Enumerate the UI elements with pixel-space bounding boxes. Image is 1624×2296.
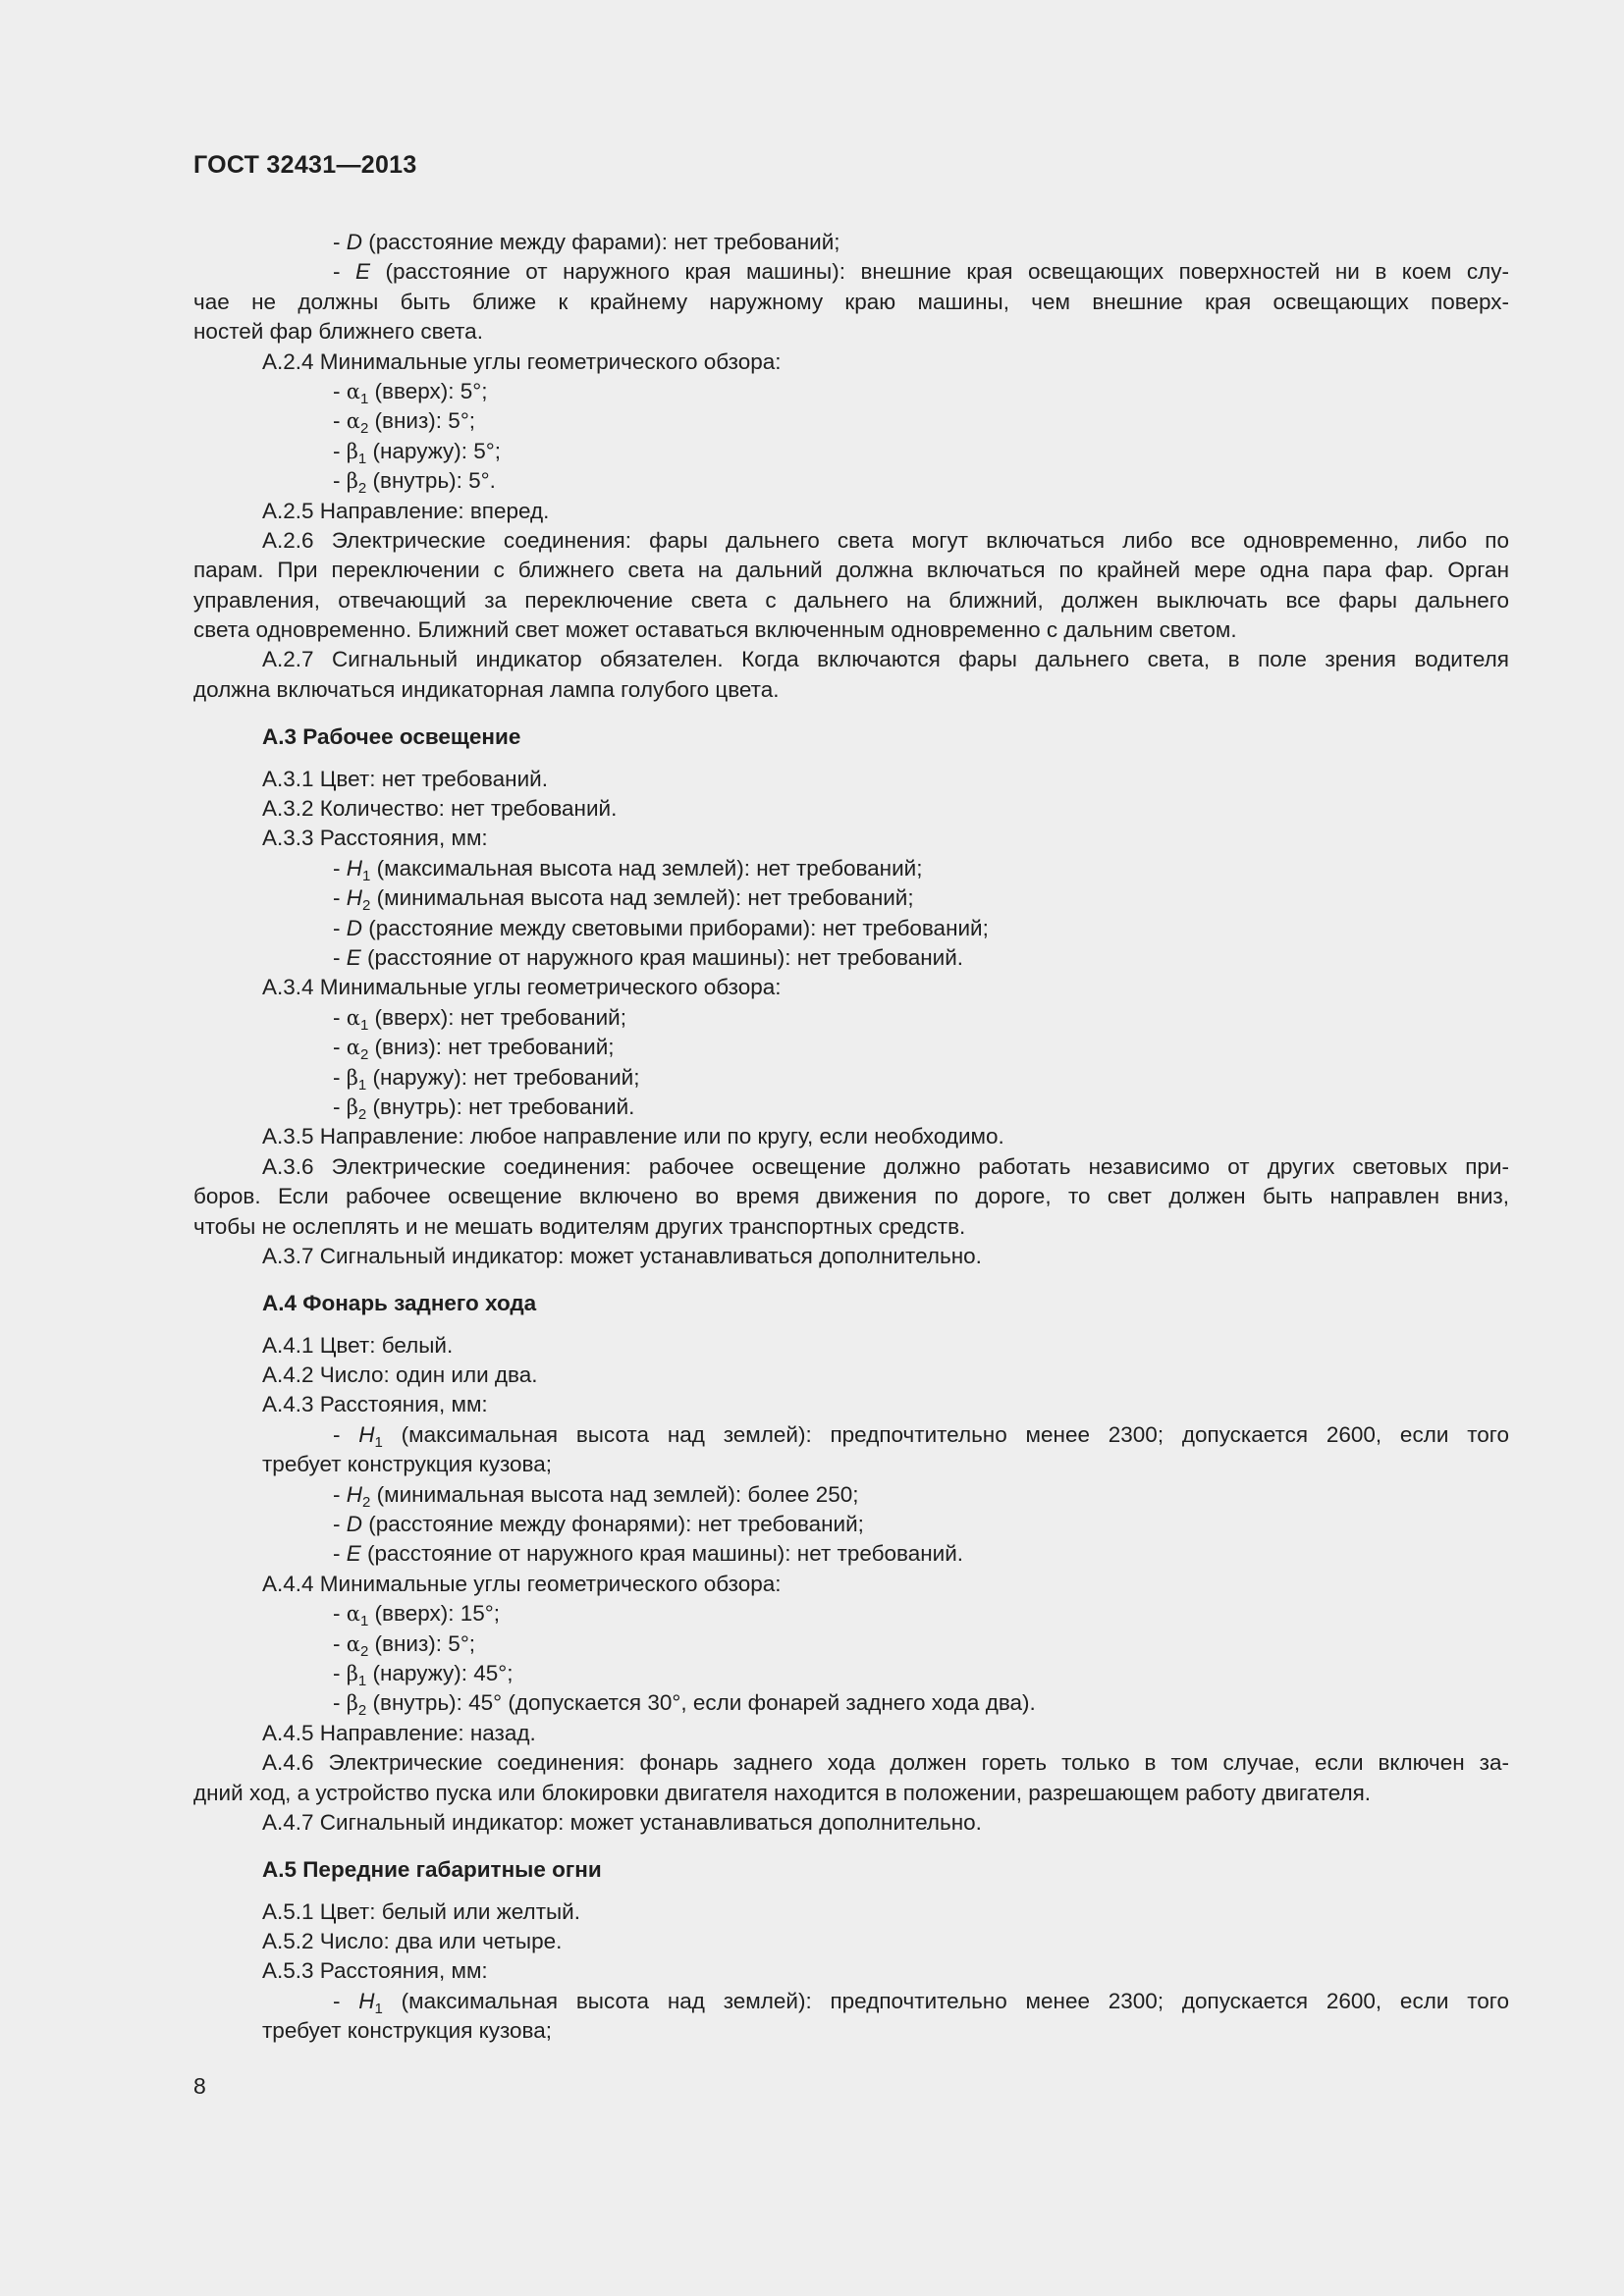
list-item: - $\alpha_1$ (вверх): 5°; xyxy=(333,378,488,407)
clause-line: А.5.1 Цвет: белый или желтый. xyxy=(262,1898,580,1924)
list-item: - $\beta_1$ (наружу): 5°; xyxy=(333,438,502,467)
text-line: управления, отвечающий за переключение света с дальнего на ближний, должен выключать все фары дальнего xyxy=(193,587,1509,613)
list-item: - $H_2$ (минимальная высота над землей): более 250; xyxy=(333,1481,859,1511)
clause-line: А.3.7 Сигнальный индикатор: может устанавливаться дополнительно. xyxy=(262,1243,982,1268)
text-line: ностей фар ближнего света. xyxy=(193,319,483,345)
clause-line: А.5.2 Число: два или четыре. xyxy=(262,1929,563,1954)
list-item: - $\alpha_1$ (вверх): нет требований; xyxy=(333,1004,626,1034)
document-header: ГОСТ 32431—2013 xyxy=(193,151,417,179)
text-line: должна включаться индикаторная лампа голубого цвета. xyxy=(193,676,780,702)
clause-line: А.4.1 Цвет: белый. xyxy=(262,1332,454,1358)
list-item: - E (расстояние от наружного края машины): нет требований. xyxy=(333,1541,964,1567)
list-item: - D (расстояние между световыми приборами): нет требований; xyxy=(333,915,989,940)
text-line: боров. Если рабочее освещение включено во время движения по дороге, то свет должен быть направлен вниз, xyxy=(193,1184,1509,1209)
clause-line: А.3.5 Направление: любое направление или по кругу, если необходимо. xyxy=(262,1124,1004,1149)
text-line: требует конструкция кузова; xyxy=(262,2018,553,2044)
list-item: - $\alpha_2$ (вниз): 5°; xyxy=(333,1630,476,1660)
list-item: - $\alpha_1$ (вверх): 15°; xyxy=(333,1601,500,1630)
list-item: - $\beta_2$ (внутрь): нет требований. xyxy=(333,1094,635,1123)
list-item: - $H_1$ (максимальная высота над землей): нет требований; xyxy=(333,855,923,884)
list-item: - D (расстояние между фарами): нет требований; xyxy=(333,230,840,254)
clause-line: А.3.2 Количество: нет требований. xyxy=(262,796,618,822)
clause-line: А.2.6 Электрические соединения: фары дальнего света могут включаться либо все одновременно, либо по xyxy=(262,527,1509,553)
page-number: 8 xyxy=(193,2073,206,2099)
text-line: света одновременно. Ближний свет может оставаться включенным одновременно с дальним светом. xyxy=(193,617,1237,643)
list-item: - $\beta_1$ (наружу): 45°; xyxy=(333,1660,514,1689)
text-line: требует конструкция кузова; xyxy=(262,1452,553,1477)
list-item: - $\beta_1$ (наружу): нет требований; xyxy=(333,1064,640,1094)
clause-line: А.4.4 Минимальные углы геометрического обзора: xyxy=(262,1571,782,1596)
section-heading: А.4 Фонарь заднего хода xyxy=(262,1291,537,1316)
clause-line: А.3.6 Электрические соединения: рабочее освещение должно работать независимо от других световых при- xyxy=(262,1153,1509,1179)
clause-line: А.4.2 Число: один или два. xyxy=(262,1362,538,1388)
section-heading: А.3 Рабочее освещение xyxy=(262,724,521,750)
list-item: - $H_2$ (минимальная высота над землей): нет требований; xyxy=(333,885,914,915)
list-item: - $\beta_2$ (внутрь): 5°. xyxy=(333,468,496,498)
text-line: парам. При переключении с ближнего света на дальний должна включаться по крайней мере одна пара фар. Орган xyxy=(193,558,1509,583)
list-item: - $H_1$ (максимальная высота над землей): предпочтительно менее 2300; допускается 2600, если того xyxy=(333,1988,1509,2017)
clause-line: А.5.3 Расстояния, мм: xyxy=(262,1958,488,1984)
clause-line: А.3.4 Минимальные углы геометрического обзора: xyxy=(262,975,782,1000)
clause-line: А.4.5 Направление: назад. xyxy=(262,1720,536,1745)
list-item: - E (расстояние от наружного края машины): внешние края освещающих поверхностей ни в коем слу- xyxy=(333,259,1509,285)
clause-line: А.3.3 Расстояния, мм: xyxy=(262,826,488,851)
list-item: - D (расстояние между фонарями): нет требований; xyxy=(333,1512,864,1537)
list-item: - $H_1$ (максимальная высота над землей): предпочтительно менее 2300; допускается 2600, если того xyxy=(333,1421,1509,1451)
list-item: - $\beta_2$ (внутрь): 45° (допускается 30°, если фонарей заднего хода два). xyxy=(333,1690,1036,1720)
clause-line: А.3.1 Цвет: нет требований. xyxy=(262,766,548,791)
clause-line: А.4.3 Расстояния, мм: xyxy=(262,1392,488,1417)
text-line: чтобы не ослеплять и не мешать водителям других транспортных средств. xyxy=(193,1213,966,1239)
section-heading: А.5 Передние габаритные огни xyxy=(262,1857,602,1883)
list-item: - E (расстояние от наружного края машины): нет требований. xyxy=(333,944,964,970)
text-line: дний ход, а устройство пуска или блокировки двигателя находится в положении, разрешающем работу двигателя. xyxy=(193,1780,1372,1805)
text-line: чае не должны быть ближе к крайнему наружному краю машины, чем внешние края освещающих поверх- xyxy=(193,289,1509,314)
document-body xyxy=(193,228,1509,2047)
clause-line: А.4.6 Электрические соединения: фонарь заднего хода должен гореть только в том случае, если включен за- xyxy=(262,1750,1509,1776)
list-item: - $\alpha_2$ (вниз): нет требований; xyxy=(333,1035,615,1064)
clause-line: А.2.5 Направление: вперед. xyxy=(262,498,550,523)
list-item: - $\alpha_2$ (вниз): 5°; xyxy=(333,408,476,438)
clause-line: А.4.7 Сигнальный индикатор: может устанавливаться дополнительно. xyxy=(262,1809,982,1835)
clause-line: А.2.4 Минимальные углы геометрического обзора: xyxy=(262,348,782,374)
clause-line: А.2.7 Сигнальный индикатор обязателен. Когда включаются фары дальнего света, в поле зрения водителя xyxy=(262,647,1509,672)
